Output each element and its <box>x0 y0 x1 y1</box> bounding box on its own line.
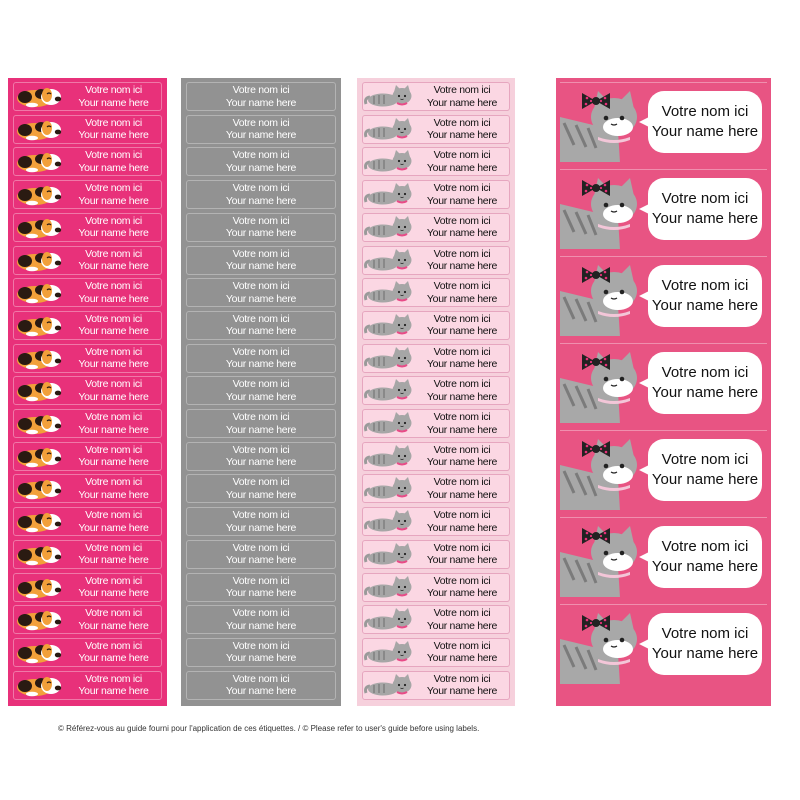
name-placeholder-fr: Votre nom ici <box>433 116 491 129</box>
label-text <box>66 215 161 240</box>
label-text <box>415 542 509 567</box>
name-label <box>186 474 336 503</box>
name-placeholder-fr: Votre nom ici <box>85 214 142 227</box>
name-placeholder-fr: Votre nom ici <box>232 214 290 227</box>
name-label <box>362 442 510 471</box>
gray-label-sheet <box>181 78 341 706</box>
name-placeholder-fr: Votre nom ici <box>433 149 491 162</box>
name-placeholder-en: Your name here <box>78 129 149 142</box>
name-label <box>186 115 336 144</box>
speech-bubble <box>648 178 762 240</box>
large-name-label <box>560 169 767 249</box>
name-placeholder-fr: Votre nom ici <box>232 509 290 522</box>
name-placeholder-en: Your name here <box>225 194 297 207</box>
label-text <box>66 673 161 698</box>
name-placeholder-en: Your name here <box>78 96 149 109</box>
name-placeholder-fr: Votre nom ici <box>433 280 491 293</box>
name-label <box>186 147 336 176</box>
name-label <box>362 147 510 176</box>
name-placeholder-fr: Votre nom ici <box>85 541 142 554</box>
name-placeholder-en: Your name here <box>225 390 297 403</box>
name-placeholder-en: Your name here <box>225 652 297 665</box>
name-placeholder-fr: Votre nom ici <box>433 378 491 391</box>
name-placeholder-fr: Votre nom ici <box>85 639 142 652</box>
label-text <box>66 444 161 469</box>
name-label <box>362 507 510 536</box>
name-placeholder-fr: Votre nom ici <box>232 312 290 325</box>
name-placeholder-fr: Votre nom ici <box>232 672 290 685</box>
name-label <box>362 605 510 634</box>
name-label <box>362 344 510 373</box>
label-text <box>66 313 161 338</box>
name-label <box>13 311 162 340</box>
name-label <box>362 246 510 275</box>
name-placeholder-fr: Votre nom ici <box>232 345 290 358</box>
name-placeholder-en: Your name here <box>225 161 297 174</box>
name-placeholder-fr: Votre nom ici <box>85 574 142 587</box>
name-label <box>186 82 336 111</box>
name-placeholder-en: Your name here <box>426 161 498 174</box>
name-placeholder-fr: Votre nom ici <box>433 639 491 652</box>
cat-icon <box>363 410 415 437</box>
large-name-label <box>560 256 767 336</box>
name-label <box>186 180 336 209</box>
name-placeholder-fr: Votre nom ici <box>433 214 491 227</box>
label-text <box>66 346 161 371</box>
name-label <box>362 115 510 144</box>
name-label <box>186 409 336 438</box>
dog-icon <box>14 181 66 208</box>
name-placeholder-en: Your name here <box>426 554 498 567</box>
name-label <box>362 82 510 111</box>
large-name-label <box>560 82 767 162</box>
label-text <box>66 509 161 534</box>
name-placeholder-fr: Votre nom ici <box>433 541 491 554</box>
label-text <box>415 346 509 371</box>
label-text <box>415 280 509 305</box>
name-placeholder-fr: Votre nom ici <box>232 443 290 456</box>
name-label <box>186 671 336 700</box>
name-placeholder-fr: Votre nom ici <box>232 639 290 652</box>
name-placeholder-en: Your name here <box>426 325 498 338</box>
large-name-label <box>560 343 767 423</box>
name-label <box>362 376 510 405</box>
label-text <box>187 248 335 273</box>
name-label <box>186 638 336 667</box>
label-text <box>187 182 335 207</box>
name-label <box>186 344 336 373</box>
cat-icon <box>363 214 415 241</box>
cat-icon <box>363 606 415 633</box>
name-placeholder-fr: Votre nom ici <box>85 116 142 129</box>
name-placeholder-en: Your name here <box>225 554 297 567</box>
name-label <box>362 671 510 700</box>
label-text <box>415 84 509 109</box>
name-placeholder-fr: Votre nom ici <box>433 672 491 685</box>
name-placeholder-fr: Votre nom ici <box>85 607 142 620</box>
name-placeholder-en: Your name here <box>426 619 498 632</box>
name-label <box>13 180 162 209</box>
name-placeholder-en: Your name here <box>78 587 149 599</box>
cat-icon <box>363 574 415 601</box>
name-placeholder-en: Your name here <box>426 194 498 207</box>
label-text <box>415 607 509 632</box>
name-placeholder-en: Your name here <box>225 521 297 534</box>
name-label <box>186 278 336 307</box>
dog-icon <box>14 639 66 666</box>
name-placeholder-en: Your name here <box>426 488 498 501</box>
name-label <box>362 278 510 307</box>
name-label <box>186 246 336 275</box>
name-placeholder-en: Your name here <box>78 456 149 469</box>
name-placeholder-fr: Votre nom ici <box>661 103 749 120</box>
cat-icon <box>363 508 415 535</box>
label-text <box>415 476 509 501</box>
name-placeholder-fr: Votre nom ici <box>433 476 491 489</box>
label-text <box>187 313 335 338</box>
dog-icon <box>14 410 66 437</box>
label-text <box>187 378 335 403</box>
name-placeholder-en: Your name here <box>225 456 297 469</box>
name-placeholder-fr: Votre nom ici <box>232 476 290 489</box>
name-placeholder-en: Your name here <box>426 685 498 698</box>
name-placeholder-en: Your name here <box>225 423 297 436</box>
name-placeholder-fr: Votre nom ici <box>85 443 142 456</box>
label-text <box>66 84 161 109</box>
name-placeholder-en: Your name here <box>651 645 759 662</box>
name-placeholder-en: Your name here <box>78 194 149 207</box>
name-label <box>362 474 510 503</box>
label-text <box>187 346 335 371</box>
name-placeholder-fr: Votre nom ici <box>85 476 142 489</box>
name-placeholder-en: Your name here <box>651 123 759 140</box>
name-placeholder-en: Your name here <box>426 129 498 142</box>
name-placeholder-fr: Votre nom ici <box>85 247 142 260</box>
cat-icon <box>363 541 415 568</box>
name-label <box>186 311 336 340</box>
name-placeholder-en: Your name here <box>426 358 498 371</box>
name-placeholder-en: Your name here <box>225 129 297 142</box>
name-placeholder-fr: Votre nom ici <box>85 378 142 391</box>
name-label <box>13 246 162 275</box>
name-label <box>13 671 162 700</box>
name-placeholder-fr: Votre nom ici <box>433 607 491 620</box>
label-text <box>187 444 335 469</box>
name-label <box>13 115 162 144</box>
cat-icon <box>363 377 415 404</box>
label-text <box>66 182 161 207</box>
dog-icon <box>14 116 66 143</box>
name-placeholder-en: Your name here <box>78 260 149 272</box>
dog-icon <box>14 672 66 699</box>
name-label <box>186 376 336 405</box>
name-placeholder-fr: Votre nom ici <box>232 149 290 162</box>
label-text <box>66 411 161 436</box>
label-text <box>66 248 161 273</box>
name-label <box>362 573 510 602</box>
name-label <box>186 213 336 242</box>
name-label <box>13 573 162 602</box>
label-text <box>187 215 335 240</box>
label-text <box>187 280 335 305</box>
label-text <box>66 575 161 600</box>
cat-icon <box>363 639 415 666</box>
name-placeholder-en: Your name here <box>78 358 149 371</box>
dog-icon <box>14 148 66 175</box>
name-placeholder-en: Your name here <box>78 619 149 632</box>
name-placeholder-en: Your name here <box>651 297 759 314</box>
name-label <box>362 638 510 667</box>
name-placeholder-fr: Votre nom ici <box>661 277 749 294</box>
name-placeholder-en: Your name here <box>426 652 498 665</box>
name-label <box>362 540 510 569</box>
dog-icon <box>14 606 66 633</box>
label-text <box>415 378 509 403</box>
name-placeholder-en: Your name here <box>426 292 498 305</box>
label-text <box>187 84 335 109</box>
cat-icon <box>363 345 415 372</box>
dog-icon <box>14 508 66 535</box>
name-placeholder-fr: Votre nom ici <box>661 625 749 642</box>
cat-icon <box>363 181 415 208</box>
dog-icon <box>14 443 66 470</box>
name-placeholder-fr: Votre nom ici <box>433 345 491 358</box>
name-placeholder-fr: Votre nom ici <box>232 541 290 554</box>
label-text <box>66 476 161 501</box>
label-text <box>415 215 509 240</box>
label-text <box>66 607 161 632</box>
name-placeholder-fr: Votre nom ici <box>661 364 749 381</box>
name-placeholder-en: Your name here <box>78 685 149 698</box>
name-placeholder-fr: Votre nom ici <box>433 247 491 260</box>
name-placeholder-en: Your name here <box>225 488 297 501</box>
name-label <box>186 605 336 634</box>
name-placeholder-fr: Votre nom ici <box>85 149 142 162</box>
name-placeholder-fr: Votre nom ici <box>232 116 290 129</box>
label-text <box>66 542 161 567</box>
large-name-label <box>560 517 767 597</box>
label-text <box>187 476 335 501</box>
speech-bubble <box>648 265 762 327</box>
label-text <box>415 509 509 534</box>
cat-icon <box>363 148 415 175</box>
name-label <box>13 474 162 503</box>
name-placeholder-fr: Votre nom ici <box>232 607 290 620</box>
name-placeholder-en: Your name here <box>651 471 759 488</box>
name-placeholder-en: Your name here <box>651 384 759 401</box>
name-placeholder-en: Your name here <box>426 390 498 403</box>
name-placeholder-en: Your name here <box>651 558 759 575</box>
label-text <box>187 117 335 142</box>
cat-icon <box>363 247 415 274</box>
name-label <box>13 344 162 373</box>
label-text <box>187 509 335 534</box>
name-label <box>186 507 336 536</box>
label-text <box>66 280 161 305</box>
name-placeholder-en: Your name here <box>225 358 297 371</box>
label-text <box>187 411 335 436</box>
name-label <box>186 442 336 471</box>
dog-icon <box>14 541 66 568</box>
name-placeholder-en: Your name here <box>225 96 297 109</box>
name-label <box>13 82 162 111</box>
name-label <box>13 147 162 176</box>
name-label <box>13 540 162 569</box>
name-placeholder-fr: Votre nom ici <box>433 84 491 96</box>
speech-bubble <box>648 352 762 414</box>
label-text <box>415 640 509 665</box>
name-label <box>186 573 336 602</box>
name-placeholder-fr: Votre nom ici <box>85 345 142 358</box>
name-placeholder-fr: Votre nom ici <box>433 443 491 456</box>
name-label <box>13 638 162 667</box>
dog-icon <box>14 279 66 306</box>
dog-icon <box>14 83 66 110</box>
name-placeholder-en: Your name here <box>78 227 149 240</box>
name-placeholder-en: Your name here <box>78 521 149 534</box>
name-placeholder-fr: Votre nom ici <box>232 411 290 423</box>
cat-icon <box>363 279 415 306</box>
name-label <box>13 409 162 438</box>
name-placeholder-en: Your name here <box>78 390 149 403</box>
speech-bubble <box>648 526 762 588</box>
name-label <box>13 442 162 471</box>
label-text <box>187 673 335 698</box>
name-placeholder-fr: Votre nom ici <box>85 182 142 195</box>
name-placeholder-fr: Votre nom ici <box>232 247 290 260</box>
label-text <box>187 640 335 665</box>
label-text <box>415 313 509 338</box>
name-placeholder-en: Your name here <box>426 96 498 109</box>
label-text <box>66 149 161 174</box>
label-text <box>187 542 335 567</box>
name-placeholder-en: Your name here <box>78 554 149 567</box>
name-placeholder-fr: Votre nom ici <box>433 509 491 522</box>
label-text <box>415 149 509 174</box>
name-placeholder-en: Your name here <box>225 685 297 698</box>
name-placeholder-en: Your name here <box>426 587 498 599</box>
dog-icon <box>14 377 66 404</box>
name-placeholder-fr: Votre nom ici <box>661 190 749 207</box>
name-label <box>13 213 162 242</box>
name-placeholder-fr: Votre nom ici <box>433 574 491 587</box>
name-placeholder-fr: Votre nom ici <box>85 672 142 685</box>
cat-label-sheet <box>357 78 515 706</box>
label-text <box>415 411 509 436</box>
name-label <box>362 311 510 340</box>
name-placeholder-fr: Votre nom ici <box>433 312 491 325</box>
name-label <box>13 507 162 536</box>
name-placeholder-en: Your name here <box>426 227 498 240</box>
dog-icon <box>14 475 66 502</box>
dog-icon <box>14 312 66 339</box>
speech-bubble <box>648 439 762 501</box>
name-placeholder-en: Your name here <box>426 260 498 272</box>
name-label <box>186 540 336 569</box>
name-placeholder-fr: Votre nom ici <box>433 411 491 423</box>
name-placeholder-fr: Votre nom ici <box>85 280 142 293</box>
cat-icon <box>363 116 415 143</box>
name-placeholder-fr: Votre nom ici <box>232 280 290 293</box>
name-placeholder-fr: Votre nom ici <box>85 84 142 96</box>
cat-icon <box>363 443 415 470</box>
dog-icon <box>14 247 66 274</box>
label-text <box>415 248 509 273</box>
big-cat-label-sheet <box>556 78 771 706</box>
name-label <box>13 605 162 634</box>
cat-icon <box>363 83 415 110</box>
dog-icon <box>14 345 66 372</box>
name-placeholder-fr: Votre nom ici <box>661 451 749 468</box>
speech-bubble <box>648 613 762 675</box>
name-label <box>13 376 162 405</box>
name-placeholder-fr: Votre nom ici <box>85 312 142 325</box>
name-placeholder-en: Your name here <box>78 423 149 436</box>
label-text <box>415 575 509 600</box>
name-placeholder-fr: Votre nom ici <box>232 574 290 587</box>
label-text <box>415 117 509 142</box>
label-text <box>66 117 161 142</box>
name-placeholder-en: Your name here <box>78 292 149 305</box>
name-placeholder-fr: Votre nom ici <box>661 538 749 555</box>
large-name-label <box>560 604 767 684</box>
name-placeholder-en: Your name here <box>225 260 297 272</box>
cat-icon <box>363 312 415 339</box>
name-placeholder-fr: Votre nom ici <box>232 84 290 96</box>
name-label <box>362 180 510 209</box>
name-placeholder-en: Your name here <box>78 325 149 338</box>
name-label <box>362 409 510 438</box>
name-placeholder-en: Your name here <box>78 161 149 174</box>
name-placeholder-en: Your name here <box>426 456 498 469</box>
name-placeholder-en: Your name here <box>225 292 297 305</box>
dog-label-sheet <box>8 78 167 706</box>
name-label <box>362 213 510 242</box>
dog-icon <box>14 214 66 241</box>
name-placeholder-fr: Votre nom ici <box>232 378 290 391</box>
name-placeholder-en: Your name here <box>78 652 149 665</box>
name-placeholder-en: Your name here <box>78 488 149 501</box>
name-placeholder-en: Your name here <box>651 210 759 227</box>
name-placeholder-en: Your name here <box>225 227 297 240</box>
name-placeholder-en: Your name here <box>225 587 297 599</box>
name-placeholder-en: Your name here <box>426 423 498 436</box>
name-placeholder-en: Your name here <box>426 521 498 534</box>
large-name-label <box>560 430 767 510</box>
label-text <box>415 182 509 207</box>
label-text <box>66 378 161 403</box>
label-text <box>415 673 509 698</box>
label-text <box>415 444 509 469</box>
name-placeholder-fr: Votre nom ici <box>232 182 290 195</box>
cat-icon <box>363 475 415 502</box>
dog-icon <box>14 574 66 601</box>
name-placeholder-fr: Votre nom ici <box>85 509 142 522</box>
label-text <box>187 149 335 174</box>
name-label <box>13 278 162 307</box>
label-text <box>187 575 335 600</box>
name-placeholder-fr: Votre nom ici <box>85 411 142 423</box>
cat-icon <box>363 672 415 699</box>
label-text <box>187 607 335 632</box>
name-placeholder-en: Your name here <box>225 619 297 632</box>
label-text <box>66 640 161 665</box>
name-placeholder-fr: Votre nom ici <box>433 182 491 195</box>
speech-bubble <box>648 91 762 153</box>
usage-note: © Référez-vous au guide fourni pour l'application de ces étiquettes. / © Please refer to user's guide before using labels. <box>58 724 480 733</box>
name-placeholder-en: Your name here <box>225 325 297 338</box>
